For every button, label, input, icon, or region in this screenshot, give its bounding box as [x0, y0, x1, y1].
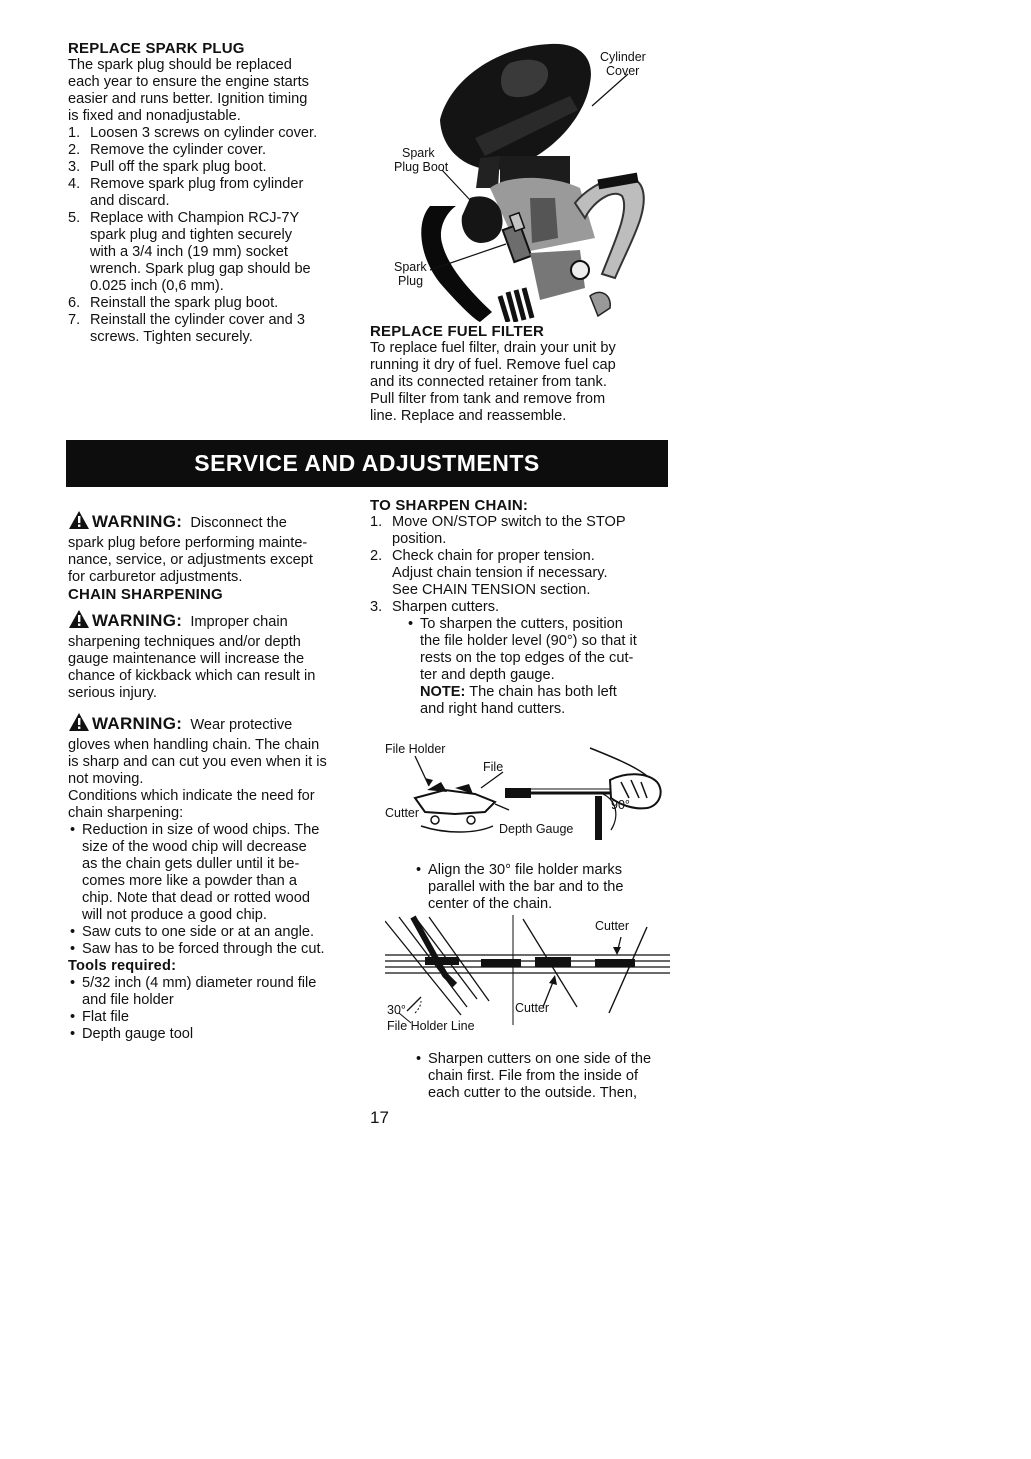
bullet-text: Saw has to be forced through the cut.: [82, 941, 325, 957]
fuel-filter-line: line. Replace and reassemble.: [370, 408, 567, 424]
list-item: [406, 616, 675, 718]
angle-30-label: 30°: [387, 1003, 406, 1017]
condition-list: [68, 822, 368, 958]
bullet-text: To sharpen the cutters, position: [420, 616, 623, 632]
to-sharpen-heading: TO SHARPEN CHAIN:: [370, 497, 529, 514]
warning-block: [68, 609, 368, 702]
bullet-text: Saw cuts to one side or at an angle.: [82, 924, 315, 940]
step-text: spark plug and tighten securely: [90, 227, 293, 243]
label-line: Plug: [398, 274, 424, 288]
warning-label: WARNING:: [92, 714, 183, 733]
list-item: [68, 924, 368, 941]
bullet-text: each cutter to the outside. Then,: [428, 1085, 638, 1101]
conditions-text: chain sharpening:: [68, 805, 184, 821]
fuel-filter-heading: REPLACE FUEL FILTER: [370, 323, 545, 340]
bullet-text: comes more like a powder than a: [82, 873, 297, 889]
bullet-text: ter and depth gauge.: [420, 667, 555, 683]
list-item: [68, 975, 368, 1009]
cutter-label: Cutter: [385, 806, 420, 820]
warning-text: Disconnect the: [190, 515, 287, 531]
bullet-text: Flat file: [82, 1009, 130, 1025]
list-item: [370, 548, 675, 599]
warning-label: WARNING:: [92, 611, 183, 630]
step-number: 7.: [68, 312, 81, 328]
list-item: [68, 1009, 368, 1026]
bullet-text: Sharpen cutters on one side of the: [428, 1051, 652, 1067]
left-column: [68, 510, 368, 1043]
tools-list: [68, 975, 368, 1043]
step-number: 2.: [370, 548, 383, 564]
step-text: Adjust chain tension if necessary.: [392, 565, 608, 581]
step-text: Reinstall the cylinder cover and 3: [90, 312, 305, 328]
to-sharpen-steps: [370, 514, 675, 616]
align-bullet-list: [414, 862, 684, 913]
list-item: [68, 295, 368, 312]
bullet-text: Depth gauge tool: [82, 1026, 194, 1042]
file-holder-line-label: File Holder Line: [387, 1019, 475, 1033]
warning-text: not moving.: [68, 771, 144, 787]
list-item: [68, 159, 368, 176]
bullet-text: Reduction in size of wood chips. The: [82, 822, 320, 838]
label-line: Cylinder: [600, 50, 646, 64]
list-item: [370, 599, 675, 616]
fuel-filter-line: running it dry of fuel. Remove fuel cap: [370, 357, 616, 373]
step-number: 1.: [370, 514, 383, 530]
step-number: 3.: [68, 159, 81, 175]
sharpen-bullet-wrap: [370, 616, 675, 718]
bullet-text: rests on the top edges of the cut-: [420, 650, 634, 666]
sharpen-side-list: [414, 1051, 684, 1102]
list-item: [370, 514, 675, 548]
chain-angle-drawing: [385, 915, 675, 1035]
angle-label: 90°: [611, 798, 630, 812]
warning-text: Improper chain: [190, 614, 288, 630]
tools-heading: Tools required:: [68, 958, 177, 974]
step-number: 5.: [68, 210, 81, 226]
bullet-text: chip. Note that dead or rotted wood: [82, 890, 310, 906]
list-item: [68, 312, 368, 346]
bullet-text: chain first. File from the inside of: [428, 1068, 639, 1084]
spark-plug-label: [394, 260, 427, 288]
spark-plug-intro-3: easier and runs better. Ignition timing: [68, 91, 308, 107]
warning-text: chance of kickback which can result in: [68, 668, 316, 684]
step-text: screws. Tighten securely.: [90, 329, 253, 345]
spark-plug-boot-label: [394, 146, 448, 174]
cylinder-cover-label: [600, 50, 646, 78]
bullet-text: center of the chain.: [428, 896, 553, 912]
label-line: Spark: [394, 260, 427, 274]
step-text: Loosen 3 screws on cylinder cover.: [90, 125, 318, 141]
warning-text: is sharp and can cut you even when it is: [68, 754, 327, 770]
fuel-filter-line: To replace fuel filter, drain your unit by: [370, 340, 616, 356]
warning-text: nance, service, or adjustments except: [68, 552, 313, 568]
spark-plug-intro-2: each year to ensure the engine starts: [68, 74, 309, 90]
file-holder-diagram: [385, 742, 685, 842]
list-item: [68, 210, 368, 295]
list-item: [68, 176, 368, 210]
step-number: 2.: [68, 142, 81, 158]
note-text: and right hand cutters.: [420, 701, 566, 717]
list-item: [68, 125, 368, 142]
align-bullet: [414, 862, 684, 913]
page-number: 17: [370, 1108, 389, 1127]
chain-sharpening-heading: CHAIN SHARPENING: [68, 586, 223, 603]
file-angle-diagram: [385, 915, 675, 1035]
step-text: Reinstall the spark plug boot.: [90, 295, 279, 311]
step-number: 3.: [370, 599, 383, 615]
banner-title: SERVICE AND ADJUSTMENTS: [194, 450, 540, 476]
warning-text: serious injury.: [68, 685, 157, 701]
warning-text: gauge maintenance will increase the: [68, 651, 305, 667]
list-item: [68, 941, 368, 958]
step-text: Pull off the spark plug boot.: [90, 159, 267, 175]
depth-gauge-label: Depth Gauge: [499, 822, 574, 836]
bullet-text: 5/32 inch (4 mm) diameter round file: [82, 975, 317, 991]
sharpen-side-bullet: [414, 1051, 684, 1102]
cutter-bottom-label: Cutter: [515, 1001, 550, 1015]
bullet-text: Align the 30° file holder marks: [428, 862, 623, 878]
warning-block: [68, 510, 368, 586]
warning-text: spark plug before performing mainte-: [68, 535, 308, 551]
bullet-text: and file holder: [82, 992, 174, 1008]
step-text: Check chain for proper tension.: [392, 548, 595, 564]
list-item: [68, 822, 368, 924]
fuel-filter-section: [370, 323, 680, 425]
label-line: Plug Boot: [394, 160, 449, 174]
step-text: Remove spark plug from cylinder: [90, 176, 304, 192]
note-text: The chain has both left: [469, 684, 617, 700]
file-holder-label: File Holder: [385, 742, 446, 756]
step-text: with a 3/4 inch (19 mm) socket: [90, 244, 288, 260]
step-text: Replace with Champion RCJ-7Y: [90, 210, 300, 226]
warning-text: gloves when handling chain. The chain: [68, 737, 320, 753]
step-text: Move ON/STOP switch to the STOP: [392, 514, 626, 530]
note-label: NOTE:: [420, 684, 466, 700]
cutter-top-label: Cutter: [595, 919, 630, 933]
fuel-filter-line: and its connected retainer from tank.: [370, 374, 607, 390]
bullet-text: the file holder level (90°) so that it: [420, 633, 637, 649]
spark-plug-heading: REPLACE SPARK PLUG: [68, 40, 245, 57]
warning-triangle-icon: [68, 510, 92, 535]
bullet-text: size of the wood chip will decrease: [82, 839, 307, 855]
section-banner: [66, 440, 668, 487]
step-text: See CHAIN TENSION section.: [392, 582, 591, 598]
bullet-text: as the chain gets duller until it be-: [82, 856, 300, 872]
right-column: [370, 497, 675, 718]
spark-plug-illustration: [380, 38, 670, 322]
file-label: File: [483, 760, 504, 774]
warning-text: for carburetor adjustments.: [68, 569, 243, 585]
label-line: Cover: [606, 64, 640, 78]
warning-triangle-icon: [68, 712, 92, 737]
list-item: [68, 142, 368, 159]
list-item: [68, 1026, 368, 1043]
warning-text: Wear protective: [190, 717, 293, 733]
step-text: wrench. Spark plug gap should be: [90, 261, 311, 277]
step-text: position.: [392, 531, 447, 547]
warning-text: sharpening techniques and/or depth: [68, 634, 301, 650]
spark-plug-section: [68, 40, 368, 346]
bullet-text: will not produce a good chip.: [82, 907, 267, 923]
warning-block: [68, 712, 368, 788]
step-text: Remove the cylinder cover.: [90, 142, 267, 158]
list-item: [414, 1051, 684, 1102]
spark-plug-intro-1: The spark plug should be replaced: [68, 57, 292, 73]
fuel-filter-line: Pull filter from tank and remove from: [370, 391, 606, 407]
label-line: Spark: [402, 146, 435, 160]
step-number: 1.: [68, 125, 81, 141]
step-text: 0.025 inch (0,6 mm).: [90, 278, 224, 294]
conditions-text: Conditions which indicate the need for: [68, 788, 315, 804]
step-number: 6.: [68, 295, 81, 311]
warning-triangle-icon: [68, 609, 92, 634]
step-text: and discard.: [90, 193, 170, 209]
sharpen-bullet-list: [392, 616, 675, 718]
list-item: [414, 862, 684, 913]
step-text: Sharpen cutters.: [392, 599, 500, 615]
step-number: 4.: [68, 176, 81, 192]
spark-plug-intro-4: is fixed and nonadjustable.: [68, 108, 241, 124]
bullet-text: parallel with the bar and to the: [428, 879, 624, 895]
warning-label: WARNING:: [92, 512, 183, 531]
spark-plug-steps: [68, 125, 368, 346]
